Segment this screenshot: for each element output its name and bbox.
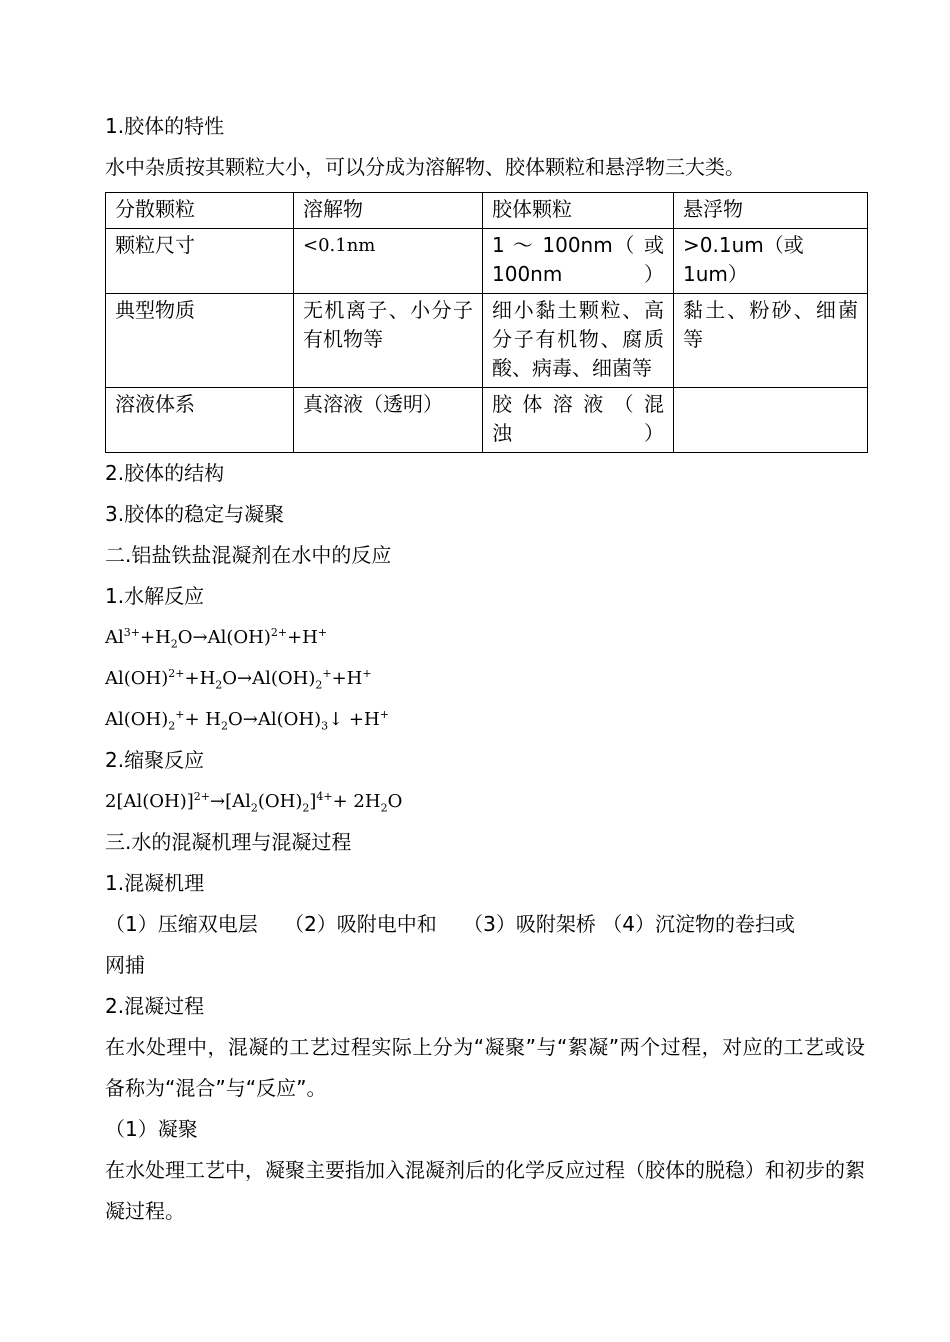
heading-hydrolysis: 1.水解反应 [105, 584, 205, 608]
heading-colloid-stability: 3.胶体的稳定与凝聚 [105, 502, 285, 526]
process-paragraph: 在水处理中，混凝的工艺过程实际上分为“凝聚”与“絮凝”两个过程，对应的工艺或设备称为“混合”与“反应”。 [105, 1035, 865, 1100]
table-row [106, 229, 868, 294]
heading-condensation: 2.缩聚反应 [105, 748, 205, 772]
intro-paragraph: 水中杂质按其颗粒大小，可以分成为溶解物、胶体颗粒和悬浮物三大类。 [105, 155, 745, 179]
table-row [106, 388, 868, 453]
heading-colloid-properties: 1.胶体的特性 [105, 114, 225, 138]
section-title-coagulation: 三.水的混凝机理与混凝过程 [105, 830, 352, 854]
section-title-coagulant-reactions: 二.铝盐铁盐混凝剂在水中的反应 [105, 543, 392, 567]
mechanism-list-line-2: 网捕 [105, 953, 145, 977]
table-row [106, 294, 868, 388]
table-cell: 溶液体系 [106, 388, 294, 453]
table-cell: 细小黏土颗粒、高分子有机物、腐质酸、病毒、细菌等 [483, 294, 674, 388]
heading-mechanism: 1.混凝机理 [105, 871, 205, 895]
mechanism-list-line-1: （1）压缩双电层 （2）吸附电中和 （3）吸附架桥 （4）沉淀物的卷扫或 [105, 912, 795, 936]
table-cell: 胶 体 溶 液 （ 混浊） [483, 388, 674, 453]
table-cell: 真溶液（透明） [294, 388, 483, 453]
table-cell: 颗粒尺寸 [106, 229, 294, 294]
equation-1: $Al^{3+}+H_2O\to Al(OH)^{2+}+H^+$ [105, 626, 328, 651]
table-cell: 典型物质 [106, 294, 294, 388]
coagulation-paragraph: 在水处理工艺中，凝聚主要指加入混凝剂后的化学反应过程（胶体的脱稳）和初步的絮凝过程。 [105, 1158, 865, 1223]
table-cell: 1 ～ 100nm（ 或 100nm） [483, 229, 674, 294]
table-cell [674, 388, 868, 453]
table-header-cell: 分散颗粒 [106, 193, 294, 229]
table-cell: 黏土、粉砂、细菌等 [674, 294, 868, 388]
table-cell: 无机离子、小分子有机物等 [294, 294, 483, 388]
table-header-cell: 胶体颗粒 [483, 193, 674, 229]
heading-process: 2.混凝过程 [105, 994, 205, 1018]
equation-2: $Al(OH)^{2+}+H_2O\to Al(OH)_2^++H^+$ [105, 667, 372, 692]
heading-coagulation-step: （1）凝聚 [105, 1117, 198, 1141]
table-header-cell: 悬浮物 [674, 193, 868, 229]
equation-3: $Al(OH)_2^++$ $H_2O\to Al(OH)_3↓ +H^+$ [105, 708, 389, 733]
table-cell: >0.1um（或 1um） [674, 229, 868, 294]
equation-4: $2[Al(OH)]^{2+}\to[Al_2(OH)_2]^{4+}+ 2H_2O$ [105, 790, 403, 815]
table-header-row [106, 193, 868, 229]
table-cell: <0.1nm [294, 229, 483, 294]
document-page [105, 108, 865, 1232]
particle-table [105, 192, 868, 453]
heading-colloid-structure: 2.胶体的结构 [105, 461, 225, 485]
table-header-cell: 溶解物 [294, 193, 483, 229]
